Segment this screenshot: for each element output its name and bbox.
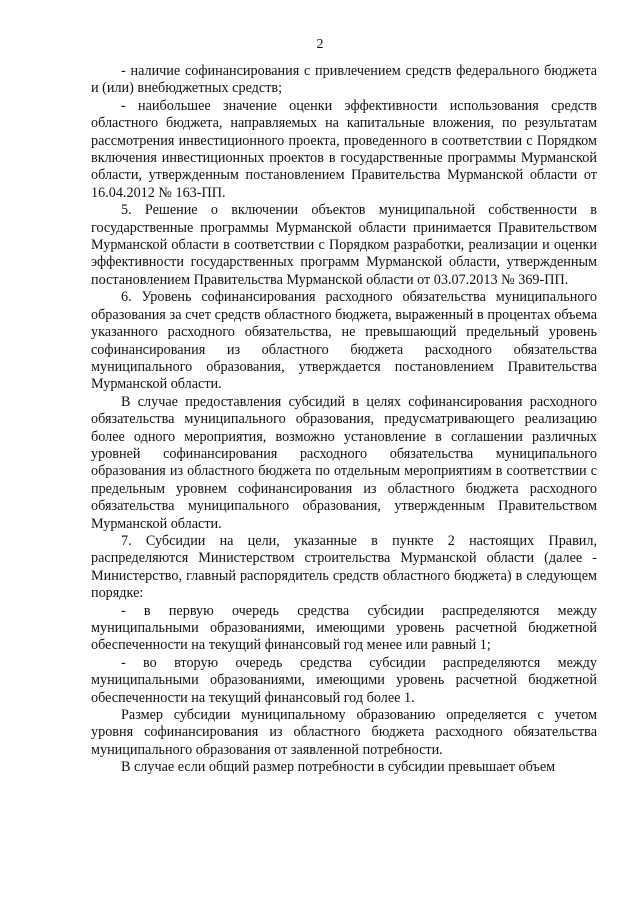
paragraph-first-priority: - в первую очередь средства субсидии распределяются между муниципальными образованиями, имеющими уровень расчетной бюджетной обеспеченности на текущий финансовый год менее или равный 1; — [91, 602, 597, 654]
paragraph-excess-demand: В случае если общий размер потребности в субсидии превышает объем — [121, 759, 556, 776]
document-body — [91, 63, 597, 777]
paragraph-item-7: 7. Субсидии на цели, указанные в пункте 2 настоящих Правил, распределяются Министерством строительства Мурманской области (далее - Министерство, главный распорядитель средств областного бюджета) в следующем порядке: — [91, 532, 597, 602]
paragraph-second-priority: - во вторую очередь средства субсидии распределяются между муниципальными образованиями, имеющими уровень расчетной бюджетной обеспеченности на текущий финансовый год более 1. — [91, 654, 597, 706]
paragraph-subsidy-size: Размер субсидии муниципальному образованию определяется с учетом уровня софинансирования из областного бюджета расходного обязательства муниципального образования от заявленной потребности. — [91, 707, 597, 758]
paragraph-multiple-measures: В случае предоставления субсидий в целях софинансирования расходного обязательства муниципального образования, предусматривающего реализацию более одного мероприятия, возможно установление в соглашении различных уровней софинансирования расходного обязательства муниципального образования из областного бюджета по отдельным мероприятиям в соответствии с предельным уровнем софинансирования из областного бюджета расходного обязательства муниципального образования, утвержденным Правительством Мурманской области. — [91, 393, 597, 532]
paragraph-efficiency-assessment: - наибольшее значение оценки эффективности использования средств областного бюджета, направляемых на капитальные вложения, по результатам рассмотрения инвестиционного проекта, проведенного в соответствии с Порядком включения инвестиционных проектов в государственные программы Мурманской области, утвержденным постановлением Правительства Мурманской области от 16.04.2012 № 163-ПП. — [91, 97, 597, 201]
paragraph-item-5: 5. Решение о включении объектов муниципальной собственности в государственные программы Мурманской области принимается Правительством Мурманской области в соответствии с Порядком разработки, реализации и оценки эффективности государственных программ Мурманской области, утвержденным постановлением Правительства Мурманской области от 03.07.2013 № 369-ПП. — [91, 202, 597, 288]
page-number: 2 — [316, 37, 324, 52]
paragraph-cofinancing-condition: - наличие софинансирования с привлечением средств федерального бюджета и (или) внебюджетных средств; — [91, 63, 597, 97]
paragraph-item-6: 6. Уровень софинансирования расходного обязательства муниципального образования за счет средств областного бюджета, выраженный в процентах объема указанного расходного обязательства, не превышающий предельный уровень софинансирования из областного бюджета расходного обязательства муниципального образования, утверждается постановлением Правительства Мурманской области. — [91, 289, 597, 393]
